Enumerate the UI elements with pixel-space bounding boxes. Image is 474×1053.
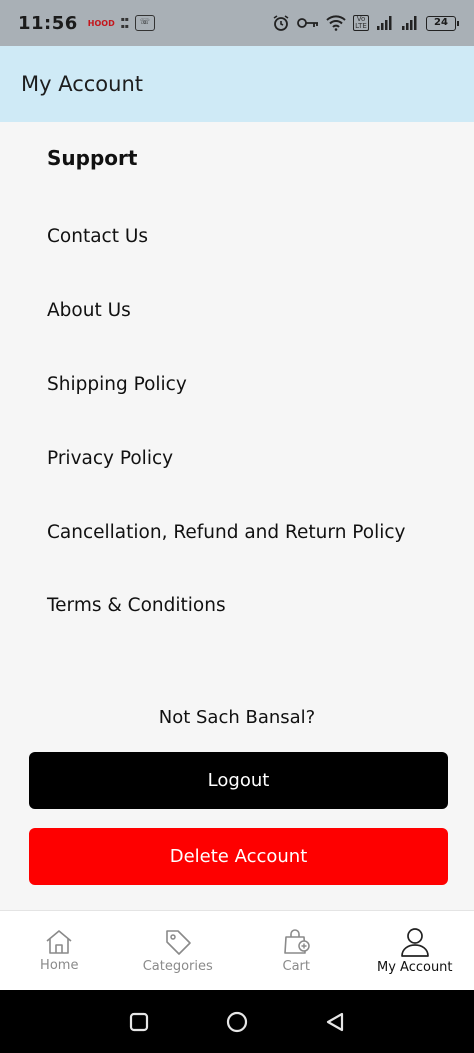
support-section-title: Support: [47, 146, 138, 170]
menu-item-contact-us[interactable]: Contact Us: [47, 226, 149, 248]
menu-item-terms-conditions[interactable]: Terms & Conditions: [47, 595, 226, 617]
signal-icon-2: [401, 16, 419, 30]
back-icon[interactable]: [324, 1011, 346, 1033]
app-header: [0, 46, 474, 122]
phone-app-icon: ☏: [135, 15, 155, 31]
volte-badge: Vo LTE: [353, 15, 369, 31]
tab-categories[interactable]: [119, 911, 238, 990]
signal-icon: [376, 16, 394, 30]
not-user-link[interactable]: Not Sach Bansal?: [158, 707, 316, 728]
menu-item-about-us[interactable]: About Us: [47, 300, 131, 322]
logout-button[interactable]: Logout: [29, 752, 448, 809]
menu-item-shipping-policy[interactable]: Shipping Policy: [47, 373, 187, 395]
status-bar: [0, 0, 474, 46]
wifi-icon: [326, 15, 346, 31]
system-nav-bar: [0, 990, 474, 1053]
battery-icon: 24: [426, 16, 456, 31]
tag-icon: [163, 927, 193, 957]
support-menu: [47, 200, 457, 643]
tab-my-account[interactable]: [356, 911, 474, 990]
status-time: 11:56: [18, 12, 78, 34]
notification-icon: ▪▪ ▪▪: [120, 16, 129, 30]
cart-bag-icon: [281, 927, 311, 957]
recents-icon[interactable]: [128, 1011, 150, 1033]
delete-account-button[interactable]: Delete Account: [29, 828, 448, 885]
status-notification-icons: [88, 15, 155, 31]
tab-home-label: Home: [40, 958, 79, 973]
tab-cart-label: Cart: [282, 959, 310, 974]
home-icon: [44, 928, 74, 956]
key-icon: [297, 16, 319, 30]
alarm-icon: [272, 14, 290, 32]
menu-item-privacy-policy[interactable]: Privacy Policy: [47, 447, 174, 469]
menu-item-cancellation-refund-return-policy[interactable]: Cancellation, Refund and Return Policy: [47, 521, 406, 543]
tab-my-account-label: My Account: [376, 960, 453, 975]
user-icon: [400, 926, 430, 958]
carrier-badge: HOOD: [87, 18, 115, 28]
bottom-tab-bar: [0, 910, 474, 990]
tab-cart[interactable]: [237, 911, 356, 990]
page-title: My Account: [21, 72, 144, 96]
tab-home[interactable]: [0, 911, 119, 990]
status-right-icons: [272, 14, 456, 32]
home-circle-icon[interactable]: [225, 1010, 249, 1034]
tab-categories-label: Categories: [142, 959, 213, 974]
